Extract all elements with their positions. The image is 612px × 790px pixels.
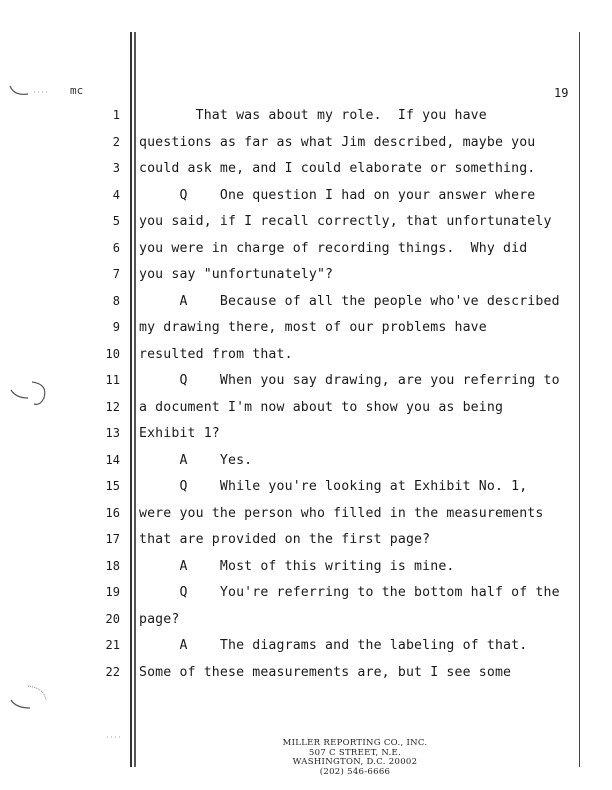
line-text: were you the person who filled in the measurements xyxy=(139,505,544,521)
transcript-line xyxy=(0,241,612,261)
line-text: could ask me, and I could elaborate or something. xyxy=(139,161,536,176)
line-number: 14 xyxy=(105,452,120,467)
line-number: 22 xyxy=(105,664,120,679)
transcript-line xyxy=(0,638,612,658)
line-number: 12 xyxy=(105,399,120,414)
line-text: A Yes. xyxy=(139,452,253,468)
line-number: 9 xyxy=(112,320,120,334)
transcript-line xyxy=(0,665,612,685)
line-text: questions as far as what Jim described, maybe you xyxy=(139,134,536,150)
footer-phone: (202) 546-6666 xyxy=(319,766,391,777)
line-number: 8 xyxy=(112,293,120,308)
transcript-line xyxy=(0,612,612,632)
line-text: Q When you say drawing, are you referring to xyxy=(139,373,560,388)
transcript-line xyxy=(0,373,612,393)
line-number: 21 xyxy=(105,638,120,652)
transcript-line xyxy=(0,479,612,499)
footer-company: MILLER REPORTING CO., INC. xyxy=(282,738,428,748)
reporter-footer xyxy=(240,739,470,777)
line-number: 2 xyxy=(112,134,120,149)
line-number: 20 xyxy=(105,611,120,626)
line-number: 10 xyxy=(105,346,120,361)
line-text: A Because of all the people who've described xyxy=(139,293,560,309)
line-number: 18 xyxy=(105,558,120,573)
line-text: you said, if I recall correctly, that unfortunately xyxy=(139,214,552,229)
binder-hole-mark xyxy=(8,80,48,100)
line-text: That was about my role. If you have xyxy=(139,108,487,123)
line-text: Q While you're looking at Exhibit No. 1, xyxy=(139,479,528,494)
line-text: you say "unfortunately"? xyxy=(139,267,334,282)
line-number: 13 xyxy=(105,426,120,440)
line-number: 11 xyxy=(105,373,120,387)
line-number: 5 xyxy=(112,214,120,228)
line-text: page? xyxy=(139,611,180,627)
transcript-line xyxy=(0,135,612,155)
footer-city: WASHINGTON, D.C. 20002 xyxy=(292,757,418,767)
transcript-line xyxy=(0,294,612,314)
transcript-line xyxy=(0,320,612,340)
line-number: 19 xyxy=(105,585,120,599)
transcript-line xyxy=(0,347,612,367)
smudge-mark xyxy=(106,734,122,740)
transcript-line xyxy=(0,161,612,181)
line-text: Exhibit 1? xyxy=(139,426,220,441)
transcript-line xyxy=(0,214,612,234)
binder-hole-mark xyxy=(8,682,52,716)
line-text: my drawing there, most of our problems have xyxy=(139,320,487,335)
transcript-line xyxy=(0,400,612,420)
line-text: you were in charge of recording things. Why did xyxy=(139,240,528,256)
line-number: 3 xyxy=(112,161,120,175)
page-number: 19 xyxy=(554,86,569,100)
line-text: Q You're referring to the bottom half of the xyxy=(139,585,560,600)
transcript-line xyxy=(0,453,612,473)
transcript-line xyxy=(0,585,612,605)
line-number: 4 xyxy=(112,187,120,202)
reporter-initials: mc xyxy=(70,84,84,97)
line-number: 17 xyxy=(105,532,120,546)
line-number: 1 xyxy=(112,108,120,122)
line-text: A Most of this writing is mine. xyxy=(139,558,455,574)
transcript-line xyxy=(0,559,612,579)
line-text: Q One question I had on your answer where xyxy=(139,187,536,203)
line-text: A The diagrams and the labeling of that. xyxy=(139,638,528,653)
transcript-line xyxy=(0,188,612,208)
transcript-line xyxy=(0,267,612,287)
line-text: that are provided on the first page? xyxy=(139,532,431,547)
transcript-line xyxy=(0,506,612,526)
transcript-line xyxy=(0,108,612,128)
line-number: 6 xyxy=(112,240,120,255)
transcript-line xyxy=(0,532,612,552)
line-text: a document I'm now about to show you as being xyxy=(139,399,504,415)
line-text: resulted from that. xyxy=(139,346,293,362)
line-number: 16 xyxy=(105,505,120,520)
footer-street: 507 C STREET, N.E. xyxy=(308,747,402,758)
line-number: 7 xyxy=(112,267,120,281)
line-number: 15 xyxy=(105,479,120,493)
line-text: Some of these measurements are, but I see some xyxy=(139,664,512,680)
transcript-line xyxy=(0,426,612,446)
